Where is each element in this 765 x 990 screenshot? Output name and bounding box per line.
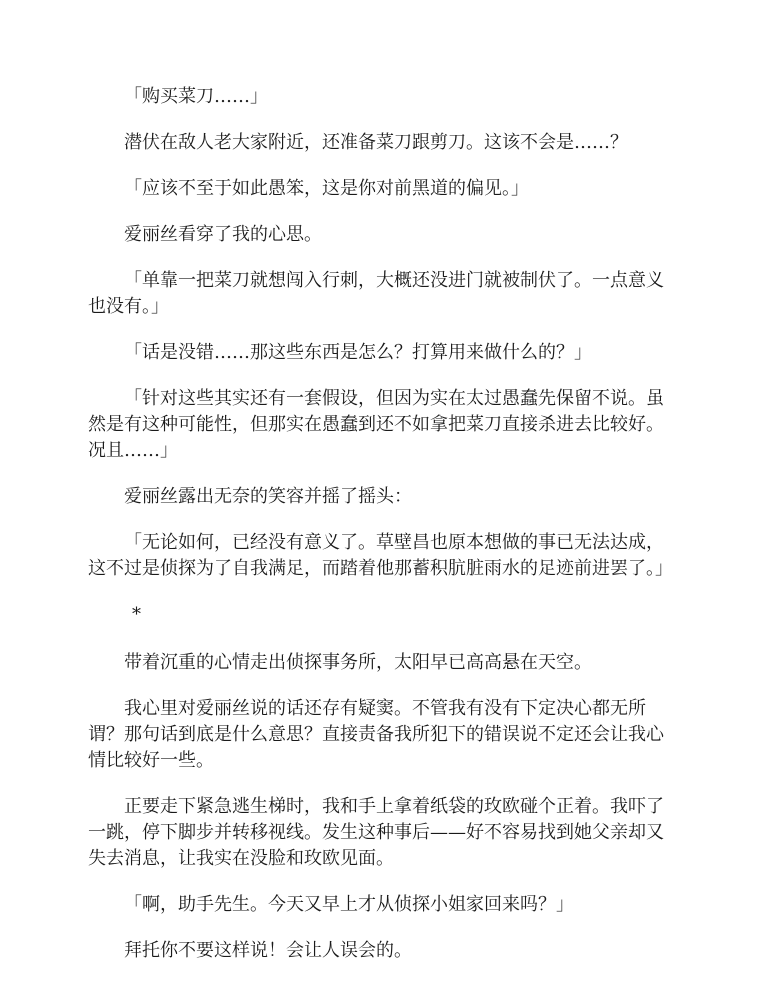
paragraph: 拜托你不要这样说！会让人误会的。: [124, 940, 412, 961]
document-page: [88, 84, 680, 984]
paragraph: 潜伏在敌人老大家附近，还准备菜刀跟剪刀。这该不会是……？: [124, 132, 628, 153]
paragraph: 「无论如何，已经没有意义了。草壁昌也原本想做的事已无法达成，这不过是侦探为了自我满足，而踏着他那蓄积肮脏雨水的足迹前进罢了。」: [88, 532, 673, 579]
paragraph: 爱丽丝露出无奈的笑容并摇了摇头：: [124, 486, 412, 507]
paragraph: 「话是没错……那这些东西是怎么？打算用来做什么的？」: [124, 342, 592, 363]
paragraph: 「啊，助手先生。今天又早上才从侦探小姐家回来吗？」: [124, 894, 574, 915]
paragraph: 正要走下紧急逃生梯时，我和手上拿着纸袋的玫欧碰个正着。我吓了一跳，停下脚步并转移视线。发生这种事后——好不容易找到她父亲却又失去消息，让我实在没脸和玫欧见面。: [88, 796, 664, 869]
paragraph: 我心里对爱丽丝说的话还存有疑窦。不管我有没有下定决心都无所谓？那句话到底是什么意思？直接责备我所犯下的错误说不定还会让我心情比较好一些。: [88, 698, 664, 771]
paragraph: 「购买菜刀……」: [124, 86, 268, 107]
paragraph: 「单靠一把菜刀就想闯入行刺，大概还没进门就被制伏了。一点意义也没有。」: [88, 270, 664, 317]
paragraph: 「应该不至于如此愚笨，这是你对前黑道的偏见。」: [124, 178, 529, 199]
paragraph: 「针对这些其实还有一套假设，但因为实在太过愚蠢先保留不说。虽然是有这种可能性，但那实在愚蠢到还不如拿把菜刀直接杀进去比较好。况且……」: [88, 388, 664, 461]
paragraph: 爱丽丝看穿了我的心思。: [124, 224, 322, 245]
section-separator: *: [132, 604, 141, 625]
paragraph: 带着沉重的心情走出侦探事务所，太阳早已高高悬在天空。: [124, 652, 592, 673]
